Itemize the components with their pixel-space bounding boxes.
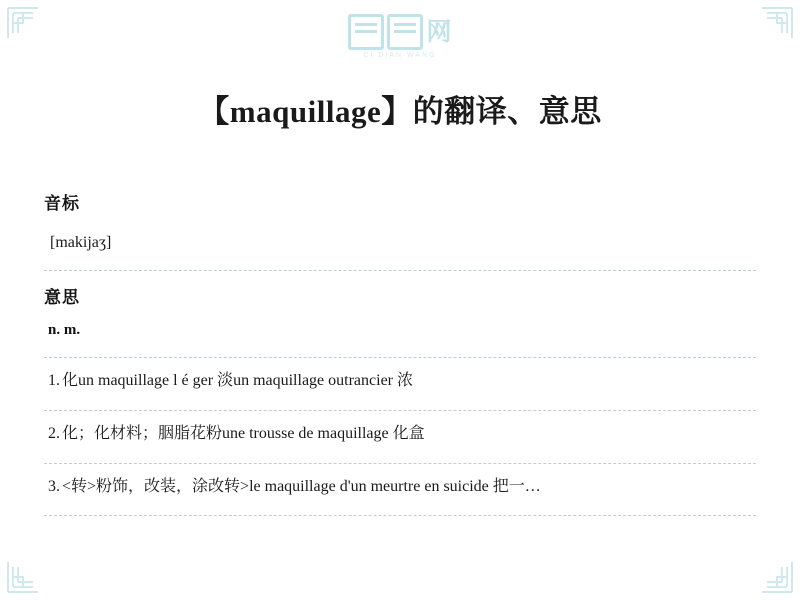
sense-number: 1. <box>48 372 60 389</box>
logo-subtitle: CI DIAN WANG <box>363 52 437 59</box>
sense-text: 化un maquillage l é ger 淡un maquillage outrancier 浓 <box>62 372 414 389</box>
sense-number: 2. <box>48 424 60 442</box>
sense-item <box>44 411 756 445</box>
sense-text: 化；化材料；胭脂花粉une trousse de maquillage 化盒 <box>62 424 425 442</box>
section-heading-meaning: 意思 <box>44 288 80 308</box>
page-title: 【maquillage】的翻译、意思 <box>198 94 602 129</box>
sense-item <box>44 464 756 498</box>
phonetic-transcription: [makijaʒ] <box>50 234 112 251</box>
sense-number: 3. <box>48 477 60 495</box>
part-of-speech: n. m. <box>48 322 81 338</box>
logo-character: 网 <box>426 17 452 46</box>
sense-text: <转>粉饰，改装，涂改转>le maquillage d'un meurtre en suicide 把一… <box>62 477 541 495</box>
section-heading-phonetic: 音标 <box>44 194 80 214</box>
divider <box>44 515 756 516</box>
sense-item <box>44 358 756 392</box>
